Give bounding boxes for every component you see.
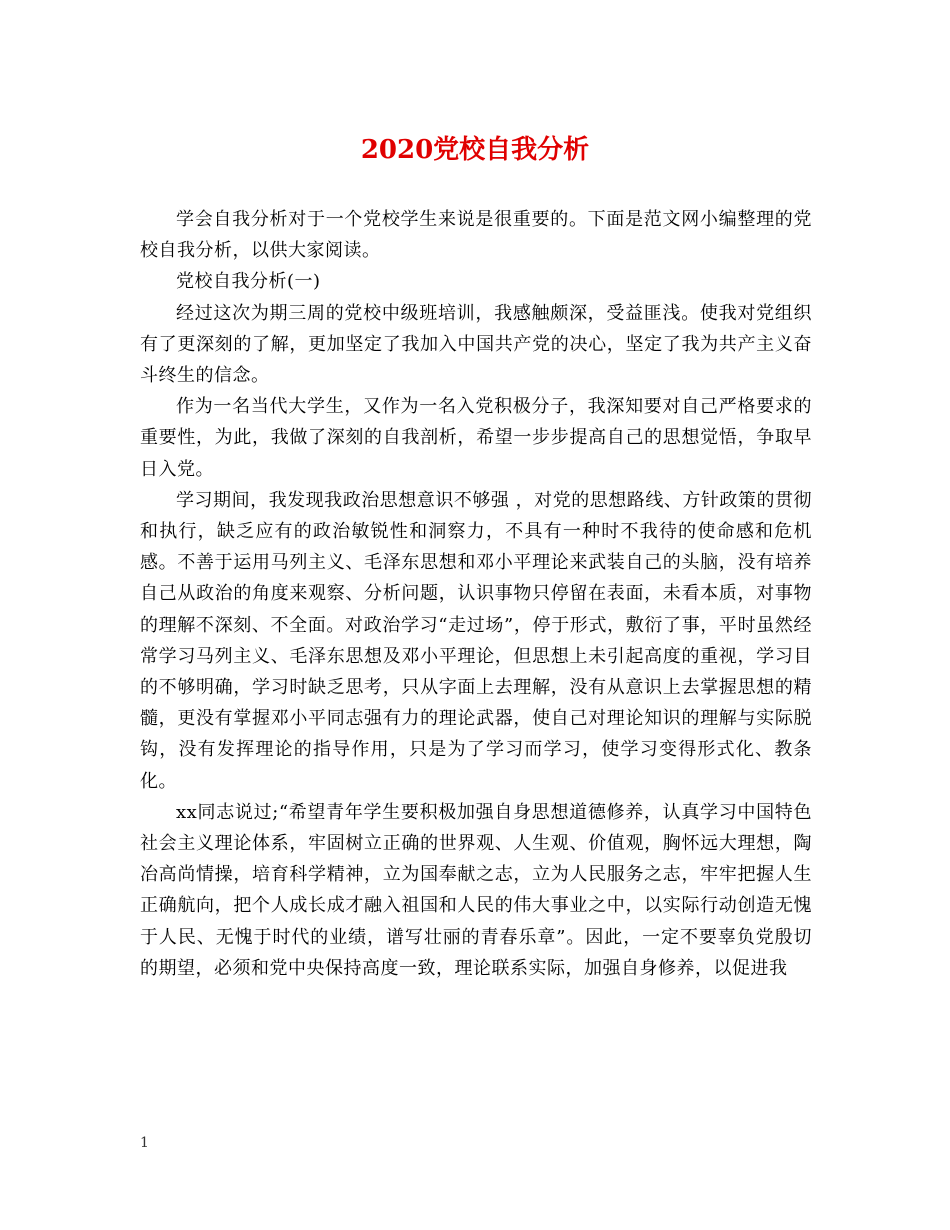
body-paragraph: 经过这次为期三周的党校中级班培训，我感触颇深，受益匪浅。使我对党组织有了更深刻的了解，更加坚定了我加入中国共产党的决心，坚定了我为共产主义奋斗终生的信念。 <box>140 302 812 387</box>
body-paragraph: 作为一名当代大学生，又作为一名入党积极分子，我深知要对自己严格要求的重要性，为此，我做了深刻的自我剖析，希望一步步提高自己的思想觉悟，争取早日入党。 <box>140 396 812 480</box>
intro-paragraph: 学会自我分析对于一个党校学生来说是很重要的。下面是范文网小编整理的党校自我分析，以供大家阅读。 <box>140 209 812 262</box>
page-number: 1 <box>140 1135 149 1151</box>
document-title: 2020党校自我分析 <box>360 135 590 165</box>
body-paragraph: xx同志说过;“希望青年学生要积极加强自身思想道德修养，认真学习中国特色社会主义理论体系，牢固树立正确的世界观、人生观、价值观，胸怀远大理想，陶冶高尚情操，培育科学精神，立为国奉献之志，立为人民服务之志，牢牢把握人生正确航向，把个人成长成才融入祖国和人民的伟大事业之中，以实际行动创造无愧于人民、无愧于时代的业绩，谱写壮丽的青春乐章”。因此，一定不要辜负党殷切的期望，必须和党中央保持高度一致，理论联系实际，加强自身修养，以促进我 <box>140 801 812 979</box>
body-paragraph: 学习期间，我发现我政治思想意识不够强 ，对党的思想路线、方针政策的贯彻和执行，缺乏应有的政治敏锐性和洞察力，不具有一种时不我待的使命感和危机感。不善于运用马列主义、毛泽东思想和邓小平理论来武装自己的头脑，没有培养自己从政治的角度来观察、分析问题，认识事物只停留在表面，未看本质，对事物的理解不深刻、不全面。对政治学习“走过场”，停于形式，敷衍了事，平时虽然经常学习马列主义、毛泽东思想及邓小平理论，但思想上未引起高度的重视，学习目的不够明确，学习时缺乏思考，只从字面上去理解，没有从意识上去掌握思想的精髓，更没有掌握邓小平同志强有力的理论武器，使自己对理论知识的理解与实际脱钩，没有发挥理论的指导作用，只是为了学习而学习，使学习变得形式化、教条化。 <box>140 489 812 792</box>
section-heading: 党校自我分析(一) <box>176 271 321 293</box>
document-body <box>140 204 812 984</box>
